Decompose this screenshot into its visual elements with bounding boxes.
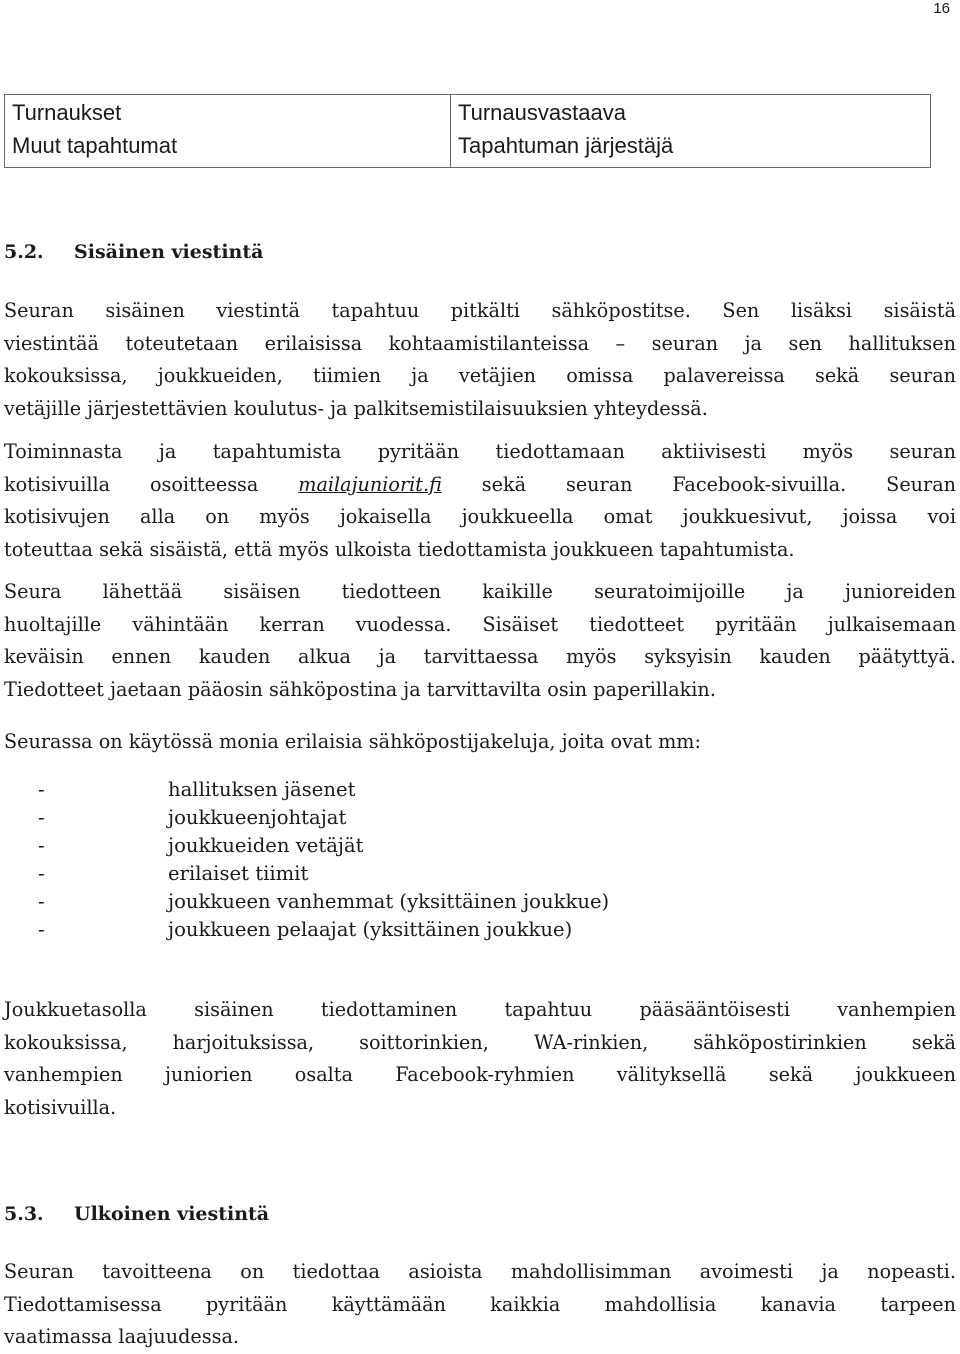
list-item-text: hallituksen jäsenet <box>168 778 356 801</box>
paragraph-team-level <box>4 994 956 1124</box>
paragraph-line: huoltajille vähintään kerran vuodessa. Sisäiset tiedotteet pyritään julkaisemaan <box>4 612 956 636</box>
paragraph-line: Tiedotteet jaetaan pääosin sähköpostina ja tarvittavilta osin paperillakin. <box>4 677 716 701</box>
responsibility-table <box>4 94 931 168</box>
paragraph-line: Seuran sisäinen viestintä tapahtuu pitkälti sähköpostitse. Sen lisäksi sisäistä <box>4 299 956 322</box>
list-dash: - <box>38 918 45 941</box>
list-dash: - <box>38 834 45 857</box>
section-number: 5.2. <box>4 241 44 263</box>
table-row <box>5 95 931 168</box>
list-dash: - <box>38 806 45 829</box>
table-cell-text: Turnausvastaava <box>458 100 626 125</box>
paragraph-line: Joukkuetasolla sisäinen tiedottaminen tapahtuu pääsääntöisesti vanhempien <box>4 998 956 1021</box>
section-title: Ulkoinen viestintä <box>74 1203 270 1225</box>
paragraph-line: Tiedottamisessa pyritään käyttämään kaikkia mahdollisia kanavia tarpeen <box>4 1292 956 1316</box>
table-cell-left <box>5 95 451 168</box>
table-cell-right <box>451 95 931 168</box>
paragraph-text: sekä seuran Facebook-sivuilla. Seuran <box>441 472 957 496</box>
paragraph-website <box>4 436 956 566</box>
section-number: 5.3. <box>4 1203 44 1225</box>
paragraph-bulletin <box>4 576 956 706</box>
paragraph-external-communication <box>4 1256 956 1354</box>
paragraph-line: Seuran tavoitteena on tiedottaa asioista mahdollisimman avoimesti ja nopeasti. <box>4 1260 956 1283</box>
table-cell-text: Turnaukset <box>12 100 122 125</box>
paragraph-line: kokouksissa, harjoituksissa, soittorinkien, WA-rinkien, sähköpostirinkien sekä <box>4 1030 956 1054</box>
paragraph-line: Seurassa on käytössä monia erilaisia sähköpostijakeluja, joita ovat mm: <box>4 730 701 753</box>
paragraph-line: Toiminnasta ja tapahtumista pyritään tiedottamaan aktiivisesti myös seuran <box>4 440 956 463</box>
paragraph-internal-communication <box>4 295 956 425</box>
section-title: Sisäinen viestintä <box>74 241 264 263</box>
list-item-text: joukkueen pelaajat (yksittäinen joukkue) <box>168 918 573 941</box>
list-item-text: erilaiset tiimit <box>168 862 309 885</box>
list-dash: - <box>38 862 45 885</box>
paragraph-line: vetäjille järjestettävien koulutus- ja palkitsemistilaisuuksien yhteydessä. <box>4 396 708 420</box>
paragraph-line: vanhempien juniorien osalta Facebook-ryhmien välityksellä sekä joukkueen <box>4 1063 956 1086</box>
paragraph-line: keväisin ennen kauden alkua ja tarvittaessa myös syksyisin kauden päätyttyä. <box>4 645 956 668</box>
list-item-text: joukkueiden vetäjät <box>168 834 364 857</box>
page-number: 16 <box>933 0 950 17</box>
paragraph-text: kotisivuilla osoitteessa <box>4 472 299 496</box>
website-link[interactable]: mailajuniorit.fi <box>298 472 442 496</box>
list-item-text: joukkueen vanhemmat (yksittäinen joukkue) <box>168 890 610 913</box>
table-cell-text: Muut tapahtumat <box>12 133 178 158</box>
paragraph-line: kokouksissa, joukkueiden, tiimien ja vetäjien omissa palavereissa sekä seuran <box>4 364 956 387</box>
list-dash: - <box>38 890 45 913</box>
paragraph-mailing-lists-intro <box>4 726 956 759</box>
section-heading-5-3 <box>4 1203 269 1225</box>
list-item-text: joukkueenjohtajat <box>168 806 347 829</box>
paragraph-line: vaatimassa laajuudessa. <box>4 1325 239 1348</box>
paragraph-line <box>4 469 956 502</box>
paragraph-line: Seura lähettää sisäisen tiedotteen kaikille seuratoimijoille ja junioreiden <box>4 580 956 603</box>
paragraph-line: kotisivujen alla on myös jokaisella joukkueella omat joukkuesivut, joissa voi <box>4 505 956 528</box>
paragraph-line: viestintää toteutetaan erilaisissa kohtaamistilanteissa – seuran ja sen hallituksen <box>4 331 956 355</box>
section-heading-5-2 <box>4 241 263 263</box>
table-cell-text: Tapahtuman järjestäjä <box>458 133 674 158</box>
list-dash: - <box>38 778 45 801</box>
paragraph-line: kotisivuilla. <box>4 1095 117 1119</box>
paragraph-line: toteuttaa sekä sisäistä, että myös ulkoista tiedottamista joukkueen tapahtumista. <box>4 537 795 561</box>
